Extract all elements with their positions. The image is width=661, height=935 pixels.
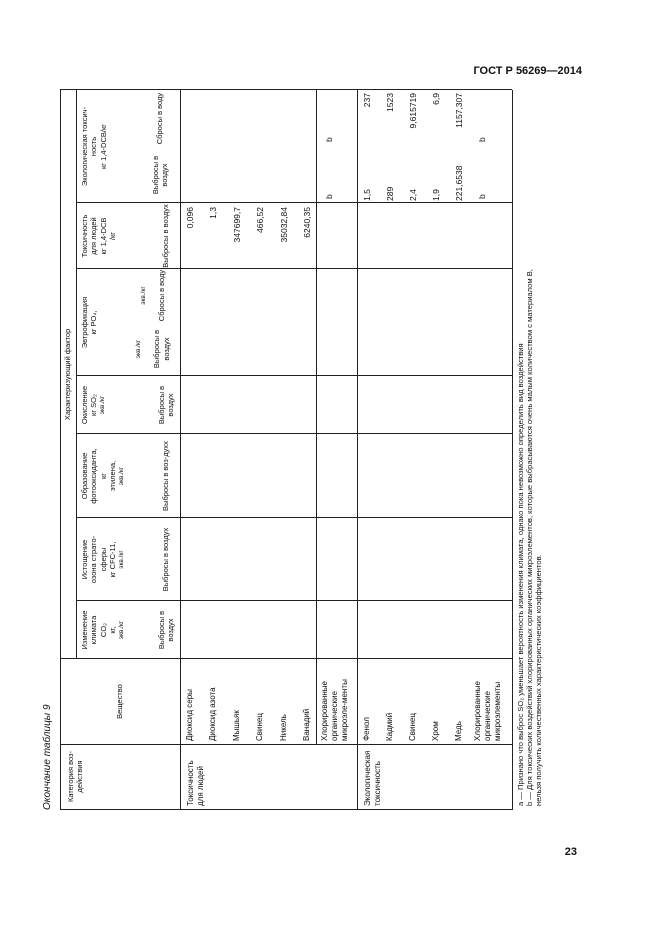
substance-name: Медь — [454, 721, 463, 741]
header-ozone: Истощение озона страто- сферы кг CFC-11, экв./кг — [80, 535, 125, 584]
header-climate: Изменение климата CO₂ кг, экв./кг — [80, 610, 125, 650]
ecotox-air-value: b — [324, 194, 334, 199]
ecotox-water-value: b — [324, 137, 334, 142]
substance-name: Диоксид азота — [208, 687, 217, 741]
header-eutrophication-water: экв./кг Сбросы в воду — [139, 269, 167, 322]
rule — [512, 90, 513, 810]
header-photooxidant: Образование фотооксиданта, кг этилена, экв./кг — [80, 448, 125, 504]
rule — [357, 90, 358, 810]
page-number: 23 — [564, 846, 577, 858]
ecotox-water-value: 9,615719 — [408, 93, 418, 129]
header-acidification: Окисление кг SO₂ экв./кг — [80, 385, 106, 425]
ecotox-water-value: 1157,307 — [454, 93, 464, 128]
substance-name: Ванадий — [302, 708, 311, 741]
ecotox-air-value: 289 — [385, 186, 395, 201]
standard-code: ГОСТ Р 56269—2014 — [473, 65, 582, 77]
header-photooxidant-sub: Выбросы в воз-духх — [161, 441, 171, 511]
tox-value: 0,096 — [185, 207, 195, 229]
ecotox-water-value: b — [477, 137, 487, 142]
table-title: Окончание таблицы 9 — [42, 704, 53, 810]
ecotox-water-value: 6,9 — [431, 93, 441, 105]
header-human-toxicity-sub: Выбросы в воздух — [161, 204, 171, 268]
substance-name: Хлорированные органические микроэлементы — [473, 680, 502, 741]
substance-name: Хром — [431, 721, 440, 741]
header-climate-sub: Выбросы в воздух — [156, 610, 175, 650]
tox-value: 466,52 — [255, 207, 265, 233]
header-ecotoxicity: Экологическая токсич- ность кг 1,4-DCB/кг — [80, 106, 108, 187]
tox-value: 1,3 — [208, 207, 218, 219]
ecotox-air-value: 221,6538 — [454, 165, 464, 201]
header-eutrophication: Эвтрофикация кг PO₄, — [80, 296, 99, 349]
header-human-toxicity: Токсичность для людей кг 1,4-DCB /кг — [80, 214, 118, 258]
rule — [60, 744, 512, 745]
header-characterizing-factor: Характеризующий фактор — [63, 328, 73, 421]
ecotox-air-value: b — [477, 194, 487, 199]
footnote-b: b — Для токсических воздействий хлорированных органических микроэлементов, которые выбрасываются очень малым количеством с материалом B, — [525, 269, 534, 806]
header-ozone-sub: Выбросы в воздух — [161, 527, 171, 592]
ecotox-air-value: 1,9 — [431, 189, 441, 201]
header-acidification-sub: Выбросы в воздух — [156, 385, 175, 425]
category-human-toxicity: Токсичность для людей — [186, 760, 206, 806]
substance-name: Фенол — [362, 717, 371, 741]
header-eutrophication-air: экв./кг Выбросы в воздух — [134, 329, 171, 369]
tox-value: 35032,84 — [279, 207, 289, 243]
substance-name: Никель — [279, 714, 288, 741]
data-table — [60, 90, 543, 810]
substance-name: Мышьяк — [232, 710, 241, 741]
ecotox-air-value: 2,4 — [408, 189, 418, 201]
substance-name: Свинец — [255, 713, 264, 741]
category-ecotoxicity: Экологическая токсичность — [363, 750, 383, 806]
substance-name: Диоксид серы — [185, 689, 194, 741]
rule — [316, 90, 317, 745]
header-ecotoxicity-water: Сбросы в воду — [155, 92, 165, 145]
rule — [180, 90, 181, 810]
substance-name: Кадмий — [385, 712, 394, 741]
rule — [60, 809, 512, 810]
header-substance: Вещество — [115, 684, 125, 719]
footnote-a: a — Признано что выброс SO₂ уменьшает вероятность изменения климата, однако пока невозможно определить вид воздействия — [516, 343, 525, 806]
substance-name: Хлорированные органические микроэле-менты — [320, 679, 349, 741]
footnote-b-continued: нельзя получить количественных характеристических коэффициентов. — [534, 554, 543, 806]
tox-value: 347699,7 — [232, 207, 242, 243]
rotated-table-region — [42, 90, 543, 810]
header-ecotoxicity-air: Выбросы в воздух — [150, 155, 169, 195]
ecotox-air-value: 1,5 — [362, 189, 372, 201]
tox-value: 6240,35 — [302, 207, 312, 238]
ecotox-water-value: 1523 — [385, 93, 395, 112]
header-impact-category: Категория воз-действия — [66, 750, 85, 803]
substance-name: Свинец — [408, 713, 417, 741]
ecotox-water-value: 237 — [362, 93, 372, 108]
